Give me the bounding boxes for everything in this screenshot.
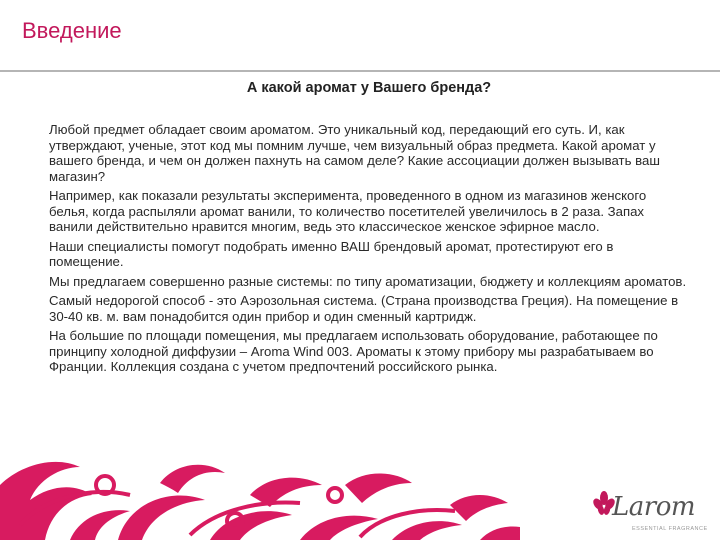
slide-subtitle: А какой аромат у Вашего бренда? (246, 80, 492, 96)
paragraph-1: Любой предмет обладает своим ароматом. Это уникальный код, передающий его суть. И, как утверждают, ученые, этот код мы помним лучше, чем визуальный образ предмета. Какой аромат у вашего бренда, и чем он должен пахнуть на самом деле? Какие ассоциации должен вызывать ваш магазин? (49, 122, 660, 184)
floral-ornament (0, 455, 520, 540)
brand-logo (592, 490, 708, 536)
paragraph-5: Самый недорогой способ - это Аэрозольная система. (Страна производства Греция). На помещение в 30-40 кв. м. вам понадобится один прибор и один сменный картридж. (49, 293, 679, 324)
paragraph-3: Наши специалисты помогут подобрать именно ВАШ брендовый аромат, протестируют его в помещение. (49, 238, 614, 269)
logo-wordmark: Larom (612, 492, 696, 522)
page-title: Введение (22, 18, 122, 43)
paragraph-6: На большие по площади помещения, мы предлагаем использовать оборудование, работающее по принципу холодной диффузии – Aroma Wind 003. Ароматы к этому прибору мы разрабатываем во Франции. Коллекция создана с учетом предпочтений российского рынка. (49, 328, 658, 374)
title-divider (0, 70, 720, 72)
logo-tagline: ESSENTIAL FRAGRANCE (632, 526, 708, 532)
paragraph-4: Мы предлагаем совершенно разные системы: по типу ароматизации, бюджету и коллекциям ароматов. (49, 273, 687, 289)
body-text (49, 122, 689, 379)
paragraph-2: Например, как показали результаты эксперимента, проведенного в одном из магазинов женского белья, когда распыляли аромат ванили, то количество посетителей увеличилось в 2 раза. Запах ванили действительно нравится многим, ведь это классическое женское эфирное масло. (49, 188, 647, 234)
